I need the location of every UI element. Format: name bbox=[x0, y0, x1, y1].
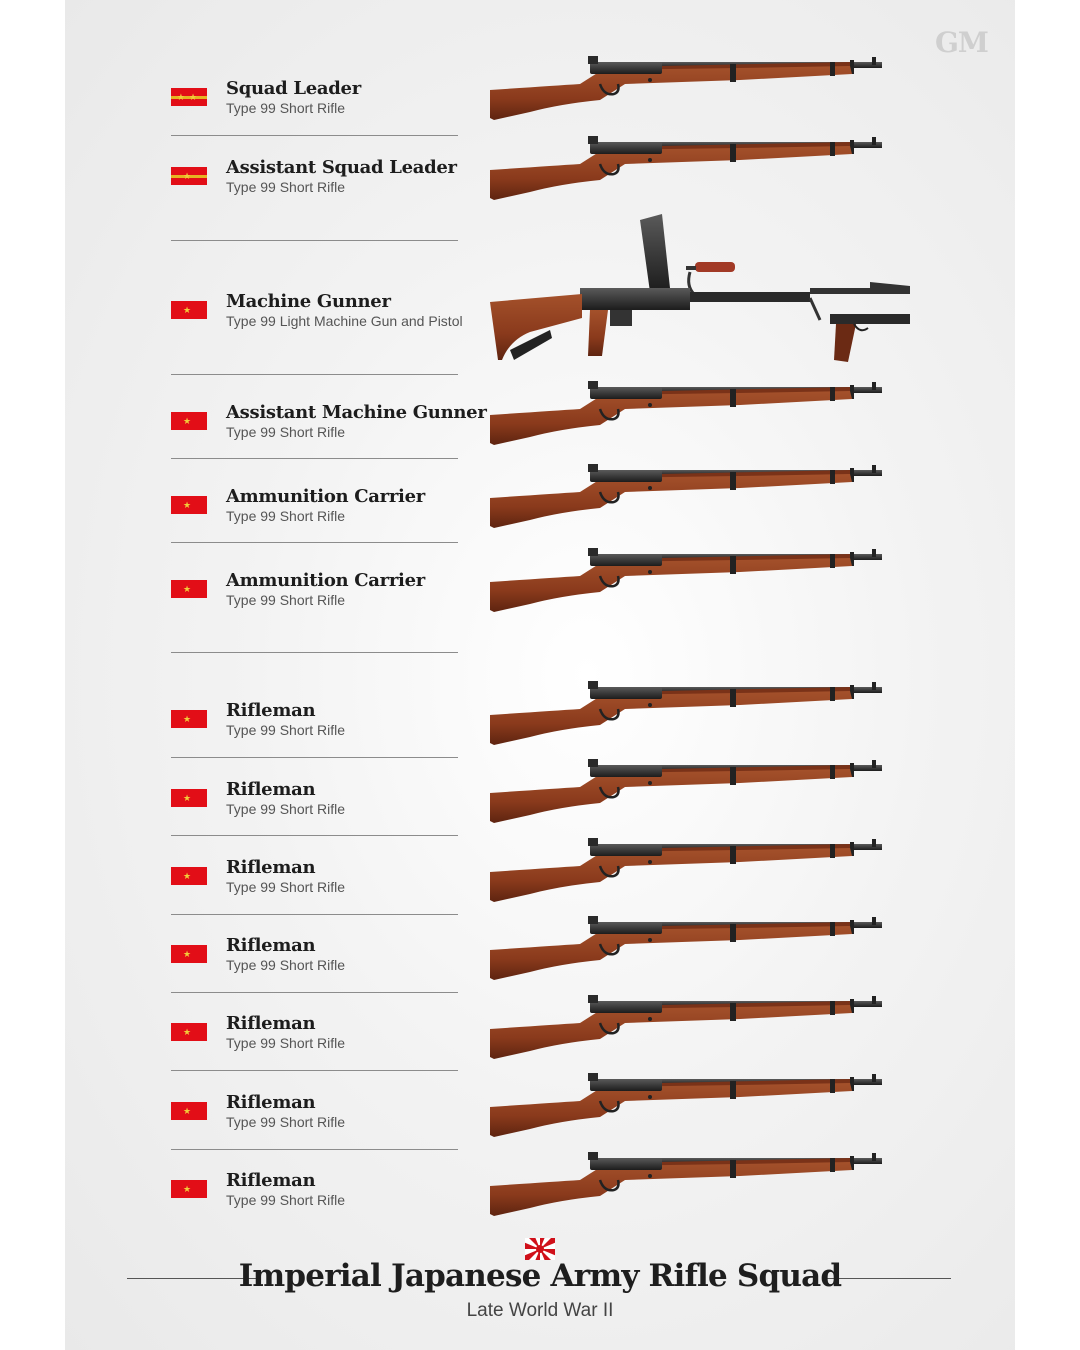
row-divider bbox=[171, 1070, 458, 1071]
rifle-image bbox=[490, 838, 890, 904]
rank-insignia-icon: ★ bbox=[171, 496, 207, 514]
rifle-image bbox=[490, 381, 890, 447]
rifle-image bbox=[490, 1152, 890, 1218]
rifle-image bbox=[490, 464, 890, 530]
rifle-image bbox=[490, 136, 890, 202]
squad-role: Ammunition Carrier bbox=[226, 570, 425, 591]
squad-role: Rifleman bbox=[226, 1092, 316, 1113]
weapon-label: Type 99 Light Machine Gun and Pistol bbox=[226, 313, 463, 329]
weapon-label: Type 99 Short Rifle bbox=[226, 424, 346, 440]
squad-role: Rifleman bbox=[226, 700, 316, 721]
rising-sun-flag-icon bbox=[525, 1238, 555, 1260]
rifle-image bbox=[490, 681, 890, 747]
rifle-image bbox=[490, 759, 890, 825]
squad-role: Rifleman bbox=[226, 857, 316, 878]
row-divider bbox=[171, 542, 458, 543]
weapon-label: Type 99 Short Rifle bbox=[226, 1114, 346, 1130]
rank-insignia-icon: ★ bbox=[171, 945, 207, 963]
rank-insignia-icon: ★ bbox=[171, 580, 207, 598]
machine-gun-and-pistol-image bbox=[490, 210, 910, 370]
weapon-label: Type 99 Short Rifle bbox=[226, 508, 346, 524]
row-divider bbox=[171, 135, 458, 136]
weapon-label: Type 99 Short Rifle bbox=[226, 1192, 346, 1208]
squad-role: Ammunition Carrier bbox=[226, 486, 425, 507]
rank-insignia-icon: ★ bbox=[171, 1180, 207, 1198]
rank-insignia-icon: ★ bbox=[171, 412, 207, 430]
squad-role: Rifleman bbox=[226, 1170, 316, 1191]
weapon-label: Type 99 Short Rifle bbox=[226, 722, 346, 738]
row-divider bbox=[171, 652, 458, 653]
squad-role: Rifleman bbox=[226, 779, 316, 800]
weapon-label: Type 99 Short Rifle bbox=[226, 957, 346, 973]
rifle-image bbox=[490, 995, 890, 1061]
row-divider bbox=[171, 992, 458, 993]
weapon-label: Type 99 Short Rifle bbox=[226, 179, 346, 195]
row-divider bbox=[171, 835, 458, 836]
rifle-image bbox=[490, 56, 890, 122]
rifle-image bbox=[490, 1073, 890, 1139]
rank-insignia-icon: ★ bbox=[171, 301, 207, 319]
row-divider bbox=[171, 374, 458, 375]
rifle-image bbox=[490, 916, 890, 982]
squad-role: Rifleman bbox=[226, 1013, 316, 1034]
rank-insignia-icon: ★★ bbox=[171, 88, 207, 106]
rank-insignia-icon: ★ bbox=[171, 710, 207, 728]
row-divider bbox=[171, 757, 458, 758]
squad-role: Assistant Machine Gunner bbox=[226, 402, 487, 423]
weapon-label: Type 99 Short Rifle bbox=[226, 879, 346, 895]
row-divider bbox=[171, 914, 458, 915]
row-divider bbox=[171, 458, 458, 459]
rank-insignia-icon: ★ bbox=[171, 789, 207, 807]
brand-logo: GM bbox=[935, 26, 988, 59]
rank-insignia-icon: ★ bbox=[171, 1023, 207, 1041]
squad-role: Machine Gunner bbox=[226, 291, 391, 312]
poster bbox=[65, 0, 1015, 1350]
squad-role: Squad Leader bbox=[226, 78, 361, 99]
row-divider bbox=[171, 1149, 458, 1150]
weapon-label: Type 99 Short Rifle bbox=[226, 1035, 346, 1051]
rank-insignia-icon: ★ bbox=[171, 167, 207, 185]
weapon-label: Type 99 Short Rifle bbox=[226, 100, 346, 116]
weapon-label: Type 99 Short Rifle bbox=[226, 801, 346, 817]
weapon-label: Type 99 Short Rifle bbox=[226, 592, 346, 608]
poster-subtitle: Late World War II bbox=[466, 1300, 614, 1321]
rank-insignia-icon: ★ bbox=[171, 1102, 207, 1120]
poster-title: Imperial Japanese Army Rifle Squad bbox=[238, 1258, 842, 1294]
row-divider bbox=[171, 240, 458, 241]
rifle-image bbox=[490, 548, 890, 614]
squad-role: Rifleman bbox=[226, 935, 316, 956]
squad-role: Assistant Squad Leader bbox=[226, 157, 457, 178]
rank-insignia-icon: ★ bbox=[171, 867, 207, 885]
